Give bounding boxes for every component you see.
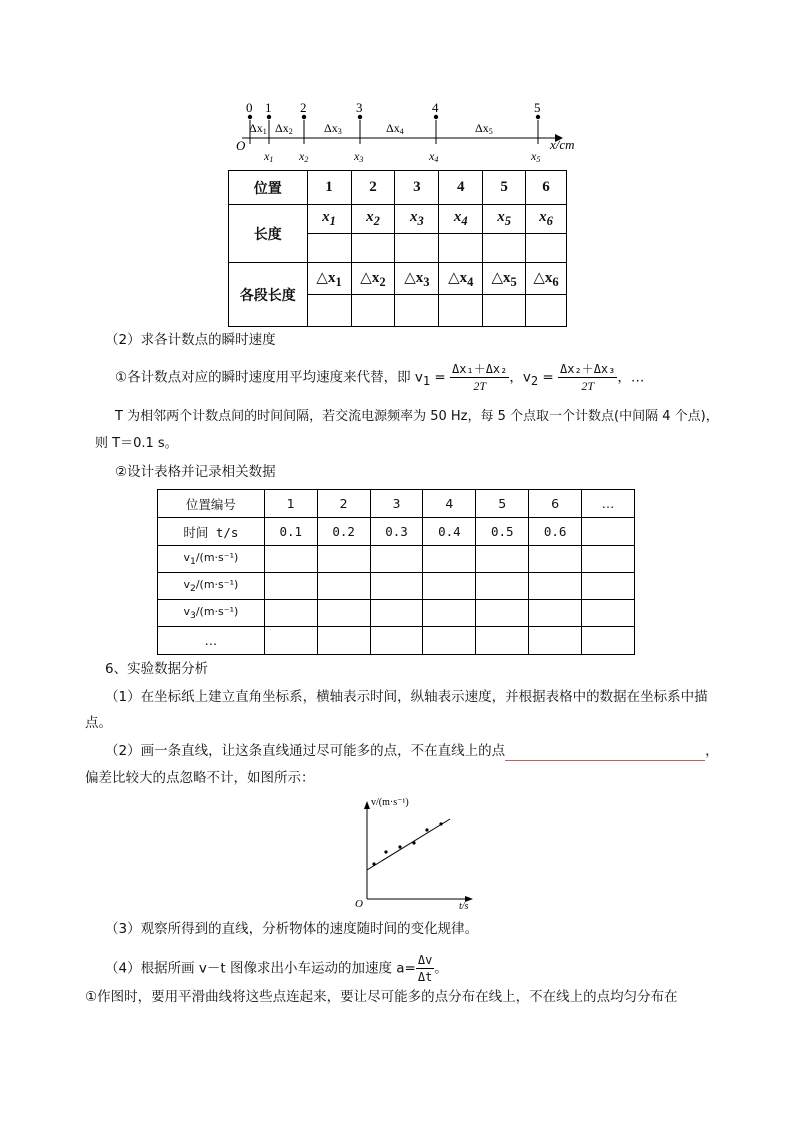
period-value: 则 T＝0.1 s。: [95, 436, 178, 451]
svg-text:Δx4: Δx4: [386, 121, 404, 136]
design-table-heading: ②设计表格并记录相关数据: [115, 464, 276, 480]
point-2: 2: [300, 100, 307, 115]
point-1: 1: [265, 100, 272, 115]
step-2-line-2: 偏差比较大的点忽略不计，如图所示：: [85, 770, 315, 786]
position-labels: [263, 149, 540, 164]
fraction-v1: $\frac{\text{Δx₁＋Δx₂}}{2T}$: [452, 362, 508, 393]
graph-origin: O: [355, 898, 363, 910]
length-table: 位置 1 2 3 4 5 6 长度 $x_1$ $x_2$ $x_3$ $x_4$ $x_5$ $x_6$ 各段长度 $\triangle x_1$ $\triangle x_2$ $\triangle x_3$ $\triangle x_4$ $\triangle x_5$ $\triangle x_6$: [228, 170, 567, 327]
fraction-v2: $\frac{\text{Δx₂＋Δx₃}}{2T}$: [560, 362, 616, 393]
svg-text:Δx5: Δx5: [475, 121, 493, 136]
point-5: 5: [534, 100, 541, 115]
origin-label: O: [236, 138, 246, 153]
svg-text:Δx1: Δx1: [249, 121, 267, 136]
delta-labels: [249, 121, 493, 136]
velocity-formula-line: ①各计数点对应的瞬时速度用平均速度来代替，即 $v_1$ = $\frac{\text{Δx₁＋Δx₂}}{2T}$ ，$v_2$ = $\frac{\text{Δx₂＋Δx₃}}{2T}$ ，…: [115, 362, 645, 393]
fit-line: [367, 819, 450, 870]
vt-graph: [355, 795, 480, 910]
step-2-line-1: （2）画一条直线，让这条直线通过尽可能多的点，不在直线上的点 ，: [105, 743, 719, 759]
fill-blank[interactable]: [505, 745, 705, 761]
svg-text:Δx3: Δx3: [324, 121, 342, 136]
axis-label: x/cm: [550, 137, 575, 152]
tape-dots: [248, 115, 540, 119]
point-3: 3: [356, 100, 363, 115]
step-4: （4）根据所画 v－t 图像求出小车运动的加速度 a= $\frac{\Delta v}{\Delta t}$ 。: [105, 953, 448, 984]
y-axis-label: v/(m·s⁻¹): [371, 797, 409, 808]
svg-text:x4: x4: [429, 149, 439, 164]
step-1-line-2: 点。: [85, 715, 112, 731]
row-label-segment: 各段长度: [229, 263, 308, 327]
x-axis-label: t/s: [459, 901, 469, 910]
step-1-line-1: （1）在坐标纸上建立直角坐标系，横轴表示时间，纵轴表示速度，并根据表格中的数据在坐标系中描: [105, 689, 708, 705]
section-6-heading: 6、实验数据分析: [105, 661, 209, 677]
svg-text:Δx2: Δx2: [275, 121, 293, 136]
period-explanation: T 为相邻两个计数点间的时间间隔，若交流电源频率为 50 Hz，每 5 个点取一个计数点(中间隔 4 个点)，: [115, 409, 719, 424]
svg-text:x3: x3: [354, 149, 364, 164]
svg-text:x1: x1: [264, 149, 274, 164]
tape-diagram: [230, 98, 600, 166]
svg-text:x2: x2: [299, 149, 309, 164]
section-2-heading: （2）求各计数点的瞬时速度: [105, 332, 276, 348]
point-4: 4: [432, 100, 439, 115]
point-labels: [246, 100, 541, 115]
row-label-position: 位置: [229, 171, 308, 205]
svg-text:x5: x5: [531, 149, 541, 164]
row-label-length: 长度: [229, 205, 308, 263]
point-0: 0: [246, 100, 253, 115]
note-1: ①作图时，要用平滑曲线将这些点连起来，要让尽可能多的点分布在线上，不在线上的点均匀分布在: [85, 989, 678, 1005]
data-points: [372, 822, 442, 865]
fraction-acceleration: $\frac{\Delta v}{\Delta t}$: [417, 953, 433, 984]
velocity-table: 位置编号 1 2 3 4 5 6 … 时间 t/s 0.1 0.2 0.3 0.4 0.5 0.6 $v_1/(m\cdot s^{-1})$ $v_2/(m\cdot s^{-1})$ $v_3/(m\cdot s^{-1})$ …: [157, 489, 635, 655]
step-3: （3）观察所得到的直线，分析物体的速度随时间的变化规律。: [105, 921, 479, 937]
